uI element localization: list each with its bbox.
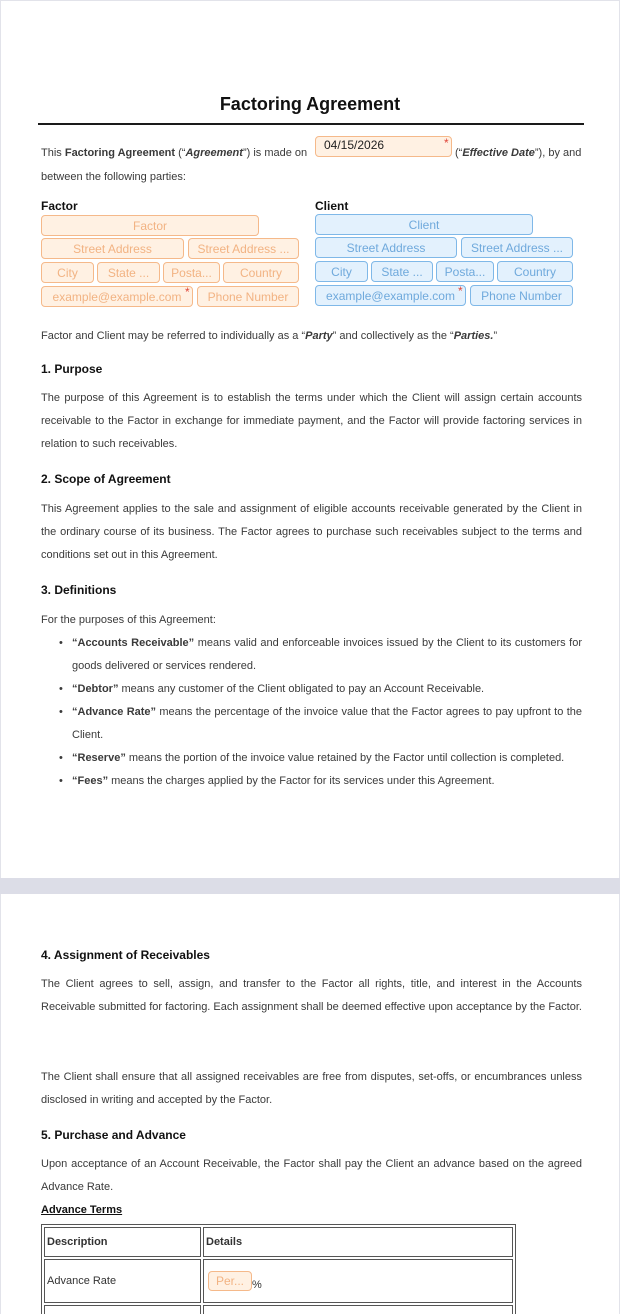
parties-sentence bbox=[41, 330, 497, 342]
list-item bbox=[41, 747, 582, 770]
factor-street2-field[interactable]: Street Address ... bbox=[188, 238, 299, 259]
definition-text: means valid and enforceable invoices issued by the Client to its customers for goods delivered or services rendered. bbox=[72, 637, 583, 672]
client-street2-field[interactable]: Street Address ... bbox=[461, 237, 573, 258]
client-email-field[interactable]: example@example.com bbox=[315, 285, 466, 306]
parties-text: Factor and Client may be referred to individually as a “ bbox=[41, 330, 306, 342]
list-item bbox=[41, 678, 582, 701]
definitions-intro: For the purposes of this Agreement: bbox=[41, 614, 216, 626]
intro-line-2: between the following parties: bbox=[41, 171, 186, 183]
table-header-row bbox=[44, 1227, 513, 1257]
definition-term: “Accounts Receivable” bbox=[72, 637, 195, 649]
list-item bbox=[41, 701, 582, 747]
section-heading-purchase: 5. Purchase and Advance bbox=[41, 1128, 186, 1142]
intro-bold-effective-date: Effective Date bbox=[462, 147, 535, 159]
table-row bbox=[44, 1305, 513, 1314]
table-cell bbox=[44, 1305, 201, 1314]
definition-term: “Reserve” bbox=[72, 752, 126, 764]
intro-text: (“ bbox=[175, 147, 186, 159]
factor-postal-field[interactable]: Posta... bbox=[163, 262, 220, 283]
client-city-field[interactable]: City bbox=[315, 261, 368, 282]
parties-bold-party: Party bbox=[305, 330, 333, 342]
definition-text: means the charges applied by the Factor for its services under this Agreement. bbox=[108, 775, 495, 787]
section-text-assignment-1: The Client agrees to sell, assign, and transfer to the Factor all rights, title, and interest in the Accounts Receivable submitted for factoring. Each assignment shall be deemed effective upon acceptance by the Factor. bbox=[41, 978, 582, 1013]
intro-text: This bbox=[41, 147, 65, 159]
table-cell bbox=[203, 1259, 513, 1303]
intro-text: ”) is made on bbox=[242, 147, 308, 159]
section-heading-purpose: 1. Purpose bbox=[41, 362, 103, 376]
factor-email-field[interactable]: example@example.com bbox=[41, 286, 193, 307]
table-row bbox=[44, 1259, 513, 1303]
definition-text: means the percentage of the invoice value that the Factor agrees to pay upfront to the Client. bbox=[72, 706, 582, 741]
client-heading: Client bbox=[315, 199, 349, 213]
definition-term: “Fees” bbox=[72, 775, 109, 787]
client-phone-field[interactable]: Phone Number bbox=[470, 285, 573, 306]
section-heading-assignment: 4. Assignment of Receivables bbox=[41, 948, 210, 962]
parties-text: ” bbox=[493, 330, 498, 342]
percent-suffix: % bbox=[252, 1279, 262, 1291]
definition-term: “Debtor” bbox=[72, 683, 119, 695]
advance-terms-table bbox=[41, 1224, 516, 1314]
definition-text: means the portion of the invoice value retained by the Factor until collection is completed. bbox=[125, 752, 565, 764]
section-heading-scope: 2. Scope of Agreement bbox=[41, 472, 171, 486]
client-state-field[interactable]: State ... bbox=[371, 261, 433, 282]
parties-text: ” and collectively as the “ bbox=[332, 330, 454, 342]
effective-date-field[interactable]: 04/15/2026 bbox=[315, 136, 452, 157]
section-text-assignment-2: The Client shall ensure that all assigned receivables are free from disputes, set-offs, or encumbrances unless disclosed in writing and accepted by the Factor. bbox=[41, 1071, 582, 1106]
required-marker: * bbox=[444, 136, 449, 150]
table-header-cell: Details bbox=[203, 1227, 513, 1257]
definitions-list bbox=[41, 632, 582, 793]
definition-term: “Advance Rate” bbox=[72, 706, 157, 718]
advance-rate-field[interactable]: Per... bbox=[208, 1271, 252, 1291]
intro-line-1-end bbox=[455, 147, 581, 159]
page-separator bbox=[0, 878, 620, 894]
parties-bold-parties: Parties. bbox=[453, 330, 494, 342]
definition-text: means any customer of the Client obligated to pay an Account Receivable. bbox=[118, 683, 485, 695]
required-marker: * bbox=[185, 285, 190, 299]
intro-line-1 bbox=[41, 147, 307, 159]
factor-name-field[interactable]: Factor bbox=[41, 215, 259, 236]
client-name-field[interactable]: Client bbox=[315, 214, 533, 235]
section-text-purpose: The purpose of this Agreement is to establish the terms under which the Client will assign certain accounts receivable to the Factor in exchange for immediate payment, and the Factor will provide factoring services in relation to such receivables. bbox=[41, 392, 582, 450]
factor-country-field[interactable]: Country bbox=[223, 262, 299, 283]
intro-text: (“ bbox=[455, 147, 463, 159]
intro-bold-agreement: Agreement bbox=[185, 147, 243, 159]
section-text-purchase: Upon acceptance of an Account Receivable, the Factor shall pay the Client an advance based on the agreed Advance Rate. bbox=[41, 1158, 582, 1193]
title-rule bbox=[38, 123, 584, 125]
intro-bold-agreement-title: Factoring Agreement bbox=[64, 147, 176, 159]
section-heading-definitions: 3. Definitions bbox=[41, 583, 117, 597]
table-header-cell: Description bbox=[44, 1227, 201, 1257]
list-item bbox=[41, 770, 582, 793]
factor-city-field[interactable]: City bbox=[41, 262, 94, 283]
factor-state-field[interactable]: State ... bbox=[97, 262, 160, 283]
client-country-field[interactable]: Country bbox=[497, 261, 573, 282]
factor-heading: Factor bbox=[41, 199, 78, 213]
factor-street-field[interactable]: Street Address bbox=[41, 238, 184, 259]
intro-text: ”), by and bbox=[534, 147, 582, 159]
document-title: Factoring Agreement bbox=[219, 94, 401, 114]
factor-phone-field[interactable]: Phone Number bbox=[197, 286, 299, 307]
section-text-scope: This Agreement applies to the sale and assignment of eligible accounts receivable generated by the Client in the ordinary course of its business. The Factor agrees to purchase such receivables subject to the terms and conditions set out in this Agreement. bbox=[41, 503, 582, 561]
list-item bbox=[41, 632, 582, 678]
client-street-field[interactable]: Street Address bbox=[315, 237, 457, 258]
table-cell: Advance Rate bbox=[44, 1259, 201, 1303]
table-cell bbox=[203, 1305, 513, 1314]
advance-terms-title: Advance Terms bbox=[41, 1204, 123, 1216]
client-postal-field[interactable]: Posta... bbox=[436, 261, 494, 282]
required-marker: * bbox=[458, 284, 463, 298]
